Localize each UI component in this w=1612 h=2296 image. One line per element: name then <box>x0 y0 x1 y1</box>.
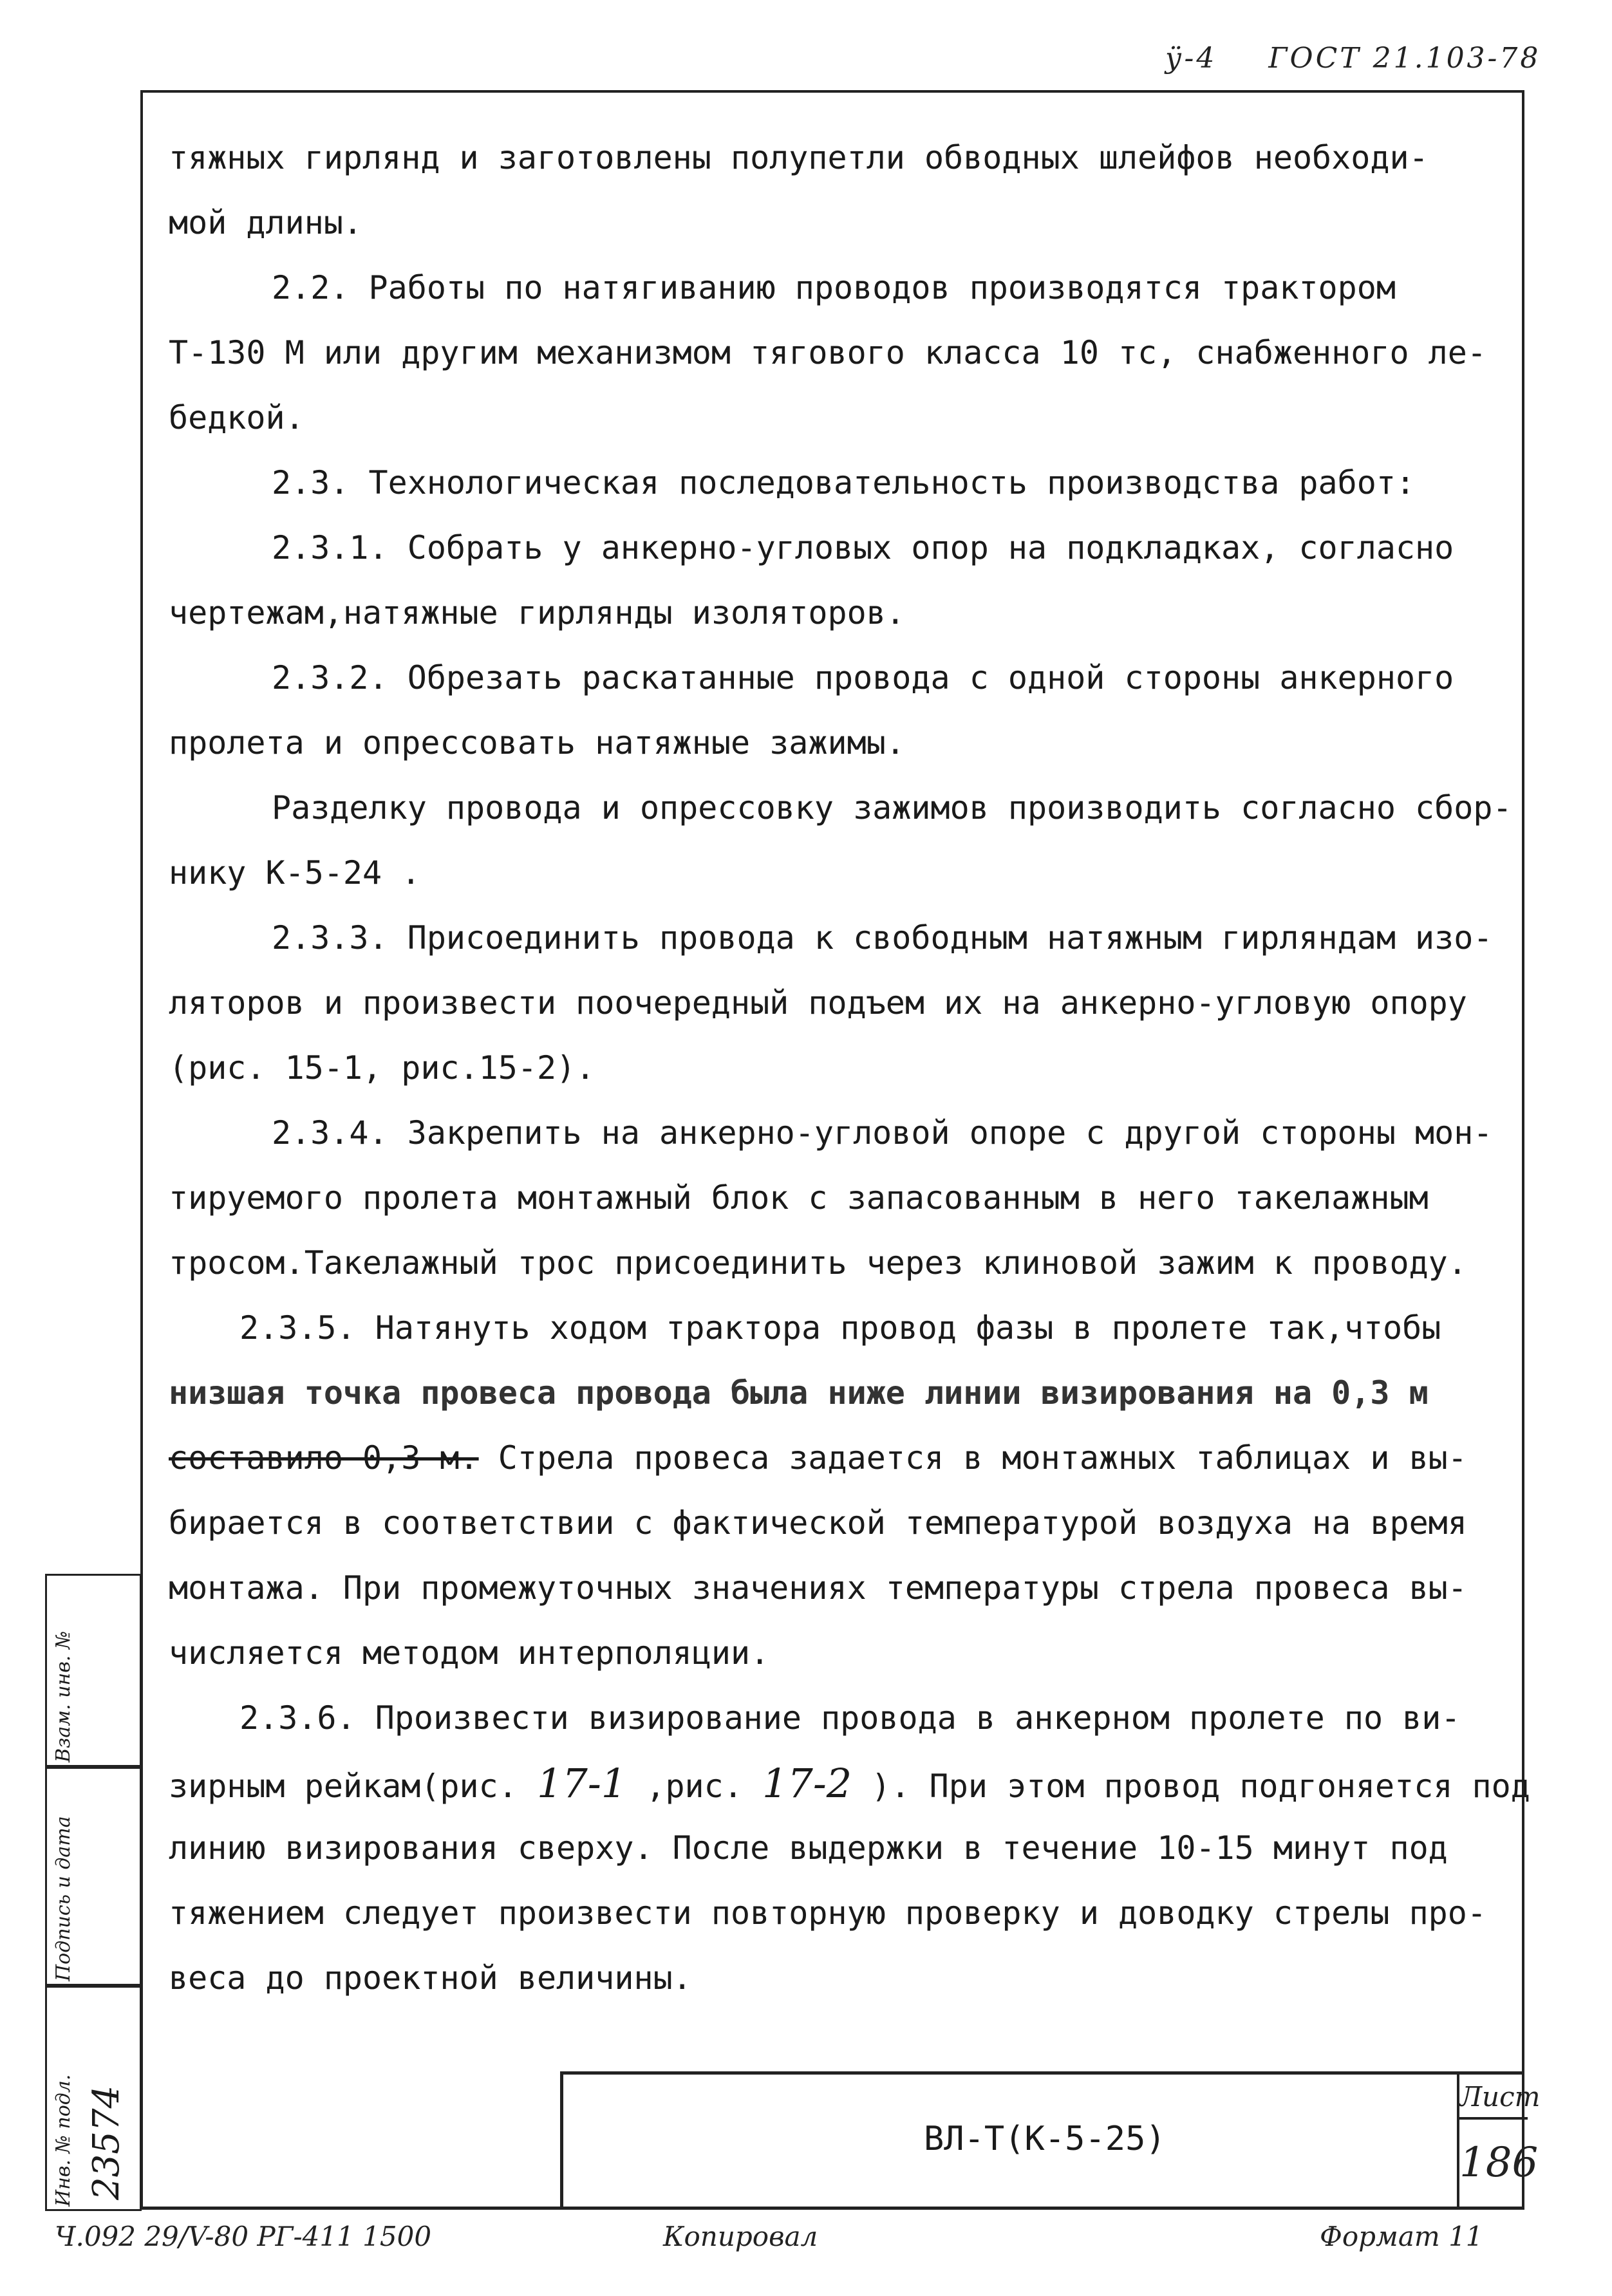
standard-code: ГОСТ 21.103-78 <box>1268 42 1541 75</box>
footer-order: Ч.092 29/V-80 РГ-411 1500 <box>55 2221 432 2252</box>
text-line: низшая точка провеса провода была ниже линии визирования на 0,3 м <box>169 1374 1429 1412</box>
stamp-label: Подпись и дата <box>52 1816 75 1981</box>
figure-ref: 17-2 <box>762 1760 852 1807</box>
title-block <box>560 2071 1541 2208</box>
text-line: Разделку провода и опрессовку зажимов производить согласно сбор- <box>272 789 1512 826</box>
text-line: тируемого пролета монтажный блок с запасованным в него такелажным <box>169 1179 1429 1217</box>
side-stamp <box>45 1574 142 2211</box>
sheet-column <box>1457 2075 1541 2208</box>
sheet-number: 186 <box>1459 2139 1539 2187</box>
text-line: линию визирования сверху. После выдержки в течение 10-15 минут под <box>169 1829 1448 1867</box>
stamp-label: Взам. инв. № <box>52 1630 75 1762</box>
page-header <box>1165 42 1541 80</box>
text-line: монтажа. При промежуточных значениях температуры стрела провеса вы- <box>169 1569 1467 1607</box>
text-line: 2.3. Технологическая последовательность производства работ: <box>272 464 1416 501</box>
text-line: Т-130 М или другим механизмом тягового класса 10 тс, снабженного ле- <box>169 334 1486 371</box>
stamp-cell-signature <box>45 1767 142 1986</box>
text-run: ). При этом провод подгоняется под <box>852 1768 1530 1805</box>
text-line: (рис. 15-1, рис.15-2). <box>169 1049 595 1087</box>
text-run: зирным рейкам(рис. <box>169 1768 537 1805</box>
stamp-cell-replace-inv <box>45 1574 142 1767</box>
text-line: 2.3.2. Обрезать раскатанные провода с одной стороны анкерного <box>272 659 1454 696</box>
stamp-label: Инв. № подл. <box>52 2074 75 2207</box>
page-mark: ӱ-4 <box>1165 42 1217 75</box>
text-line: нику К-5-24 . <box>169 854 421 891</box>
text-line: 2.2. Работы по натягиванию проводов производятся трактором <box>272 269 1396 306</box>
text-line <box>169 1426 1508 1491</box>
text-line: 2.3.6. Произвести визирование провода в анкерном пролете по ви- <box>239 1699 1461 1737</box>
text-line: веса до проектной величины. <box>169 1959 692 1997</box>
stamp-cell-original-inv <box>45 1986 142 2211</box>
stamp-value: 23574 <box>86 2085 127 2200</box>
text-line: бирается в соответствии с фактической температурой воздуха на время <box>169 1504 1467 1542</box>
text-line: 2.3.4. Закрепить на анкерно-угловой опоре с другой стороны мон- <box>272 1114 1493 1152</box>
text-line: ляторов и произвести поочередный подъем их на анкерно-угловую опору <box>169 984 1467 1022</box>
text-line: чертежам,натяжные гирлянды изоляторов. <box>169 594 905 631</box>
text-line: тяжных гирлянд и заготовлены полупетли обводных шлейфов необходи- <box>169 139 1429 176</box>
text-line: бедкой. <box>169 399 305 436</box>
text-line: тяжением следует произвести повторную проверку и доводку стрелы про- <box>169 1894 1486 1932</box>
footer-format: Формат 11 <box>1320 2221 1483 2252</box>
document-code: ВЛ-Т(К-5-25) <box>924 2120 1166 2158</box>
text-line: 2.3.3. Присоединить провода к свободным натяжным гирляндам изо- <box>272 919 1493 957</box>
page-footer <box>0 2221 1612 2272</box>
footer-copied: Копировал <box>663 2221 818 2252</box>
document-body <box>169 126 1530 2011</box>
text-line: 2.3.5. Натянуть ходом трактора провод фазы в пролете так,чтобы <box>239 1309 1441 1347</box>
text-run: Стрела провеса задается в монтажных таблицах и вы- <box>478 1439 1467 1477</box>
text-line: тросом.Такелажный трос присоединить через клиновой зажим к проводу. <box>169 1244 1467 1282</box>
text-run: ,рис. <box>626 1768 762 1805</box>
figure-ref: 17-1 <box>536 1760 627 1807</box>
text-line: мой длины. <box>169 204 363 241</box>
text-line: числяется методом интерполяции. <box>169 1634 770 1672</box>
sheet-label: Лист <box>1459 2075 1528 2120</box>
text-line: 2.3.1. Собрать у анкерно-угловых опор на подкладках, согласно <box>272 529 1454 566</box>
text-line <box>169 1751 1530 1816</box>
text-line: пролета и опрессовать натяжные зажимы. <box>169 724 905 761</box>
struck-text: составило 0,3 м. <box>169 1439 479 1477</box>
